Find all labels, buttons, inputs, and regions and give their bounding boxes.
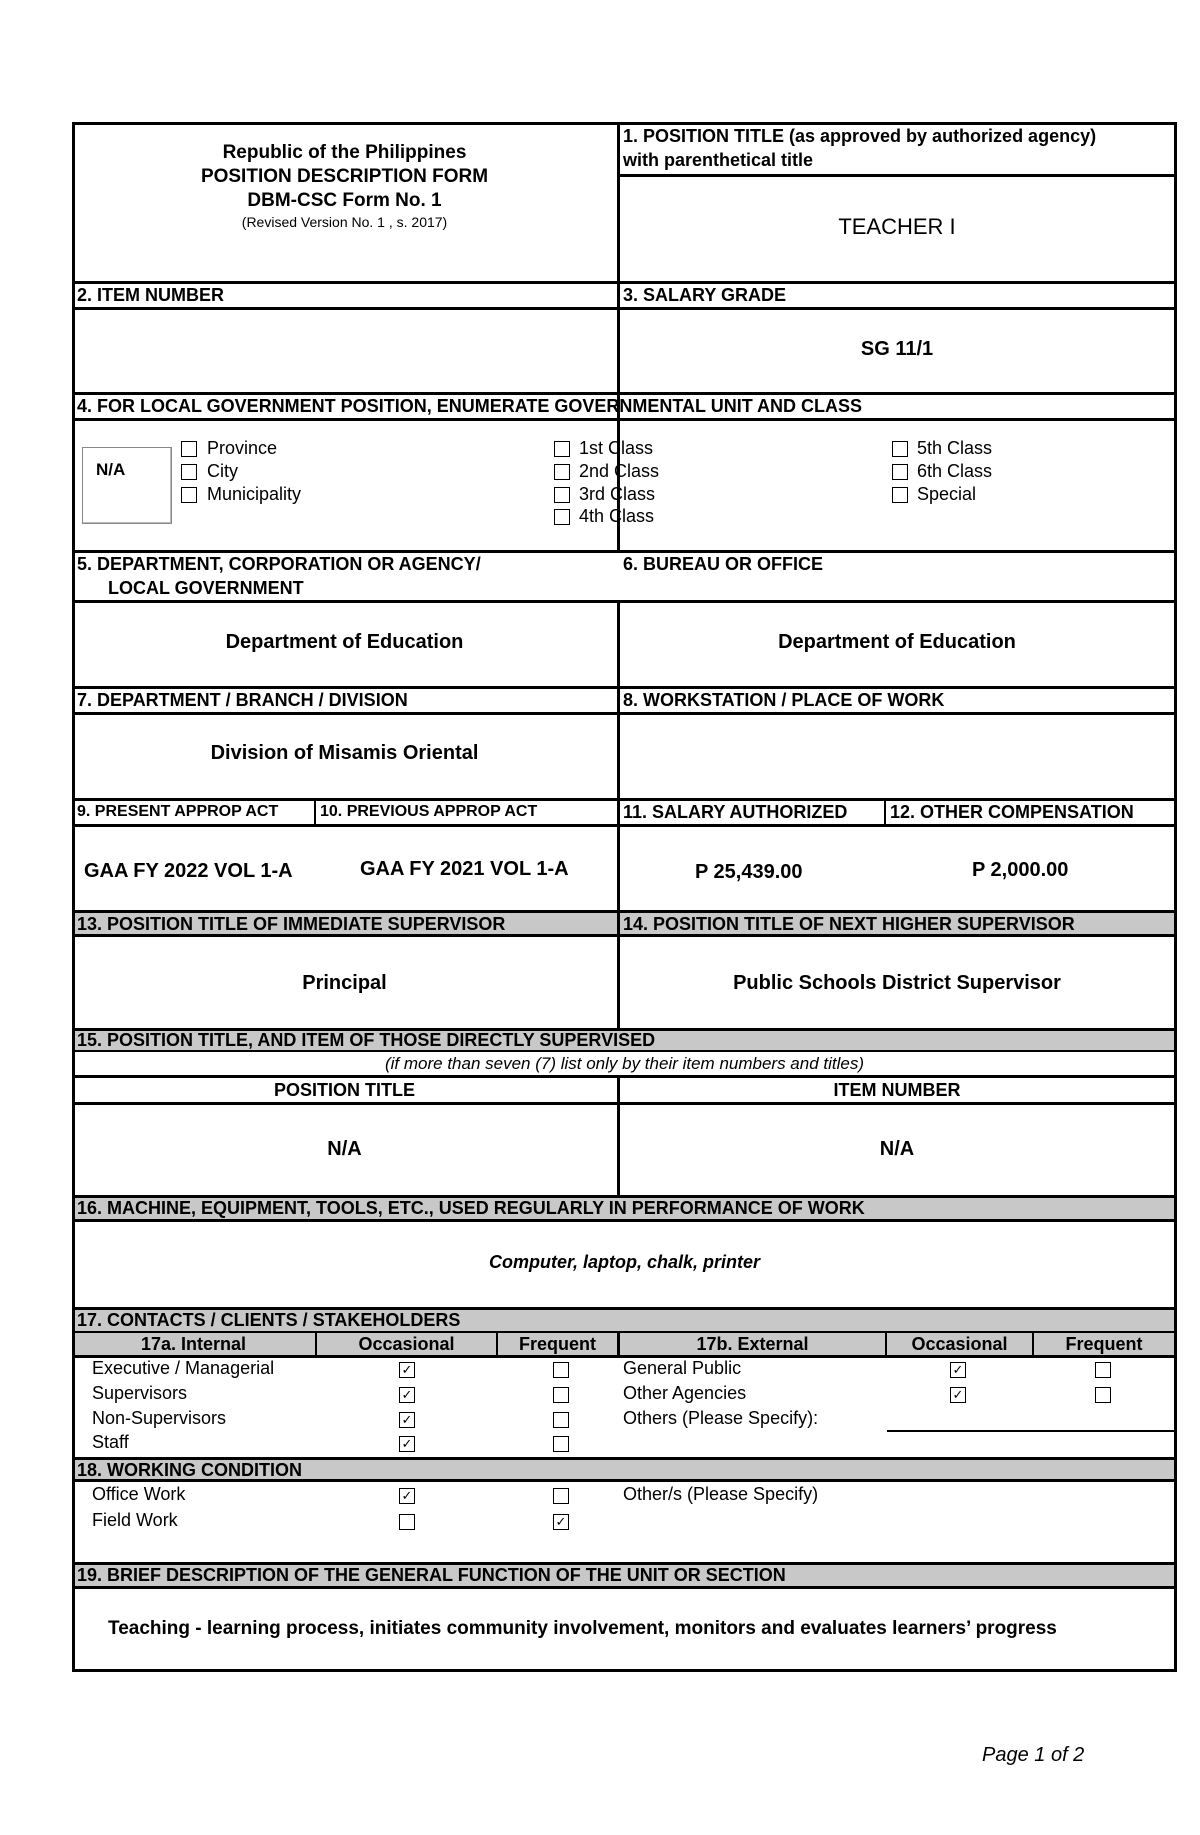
1st-class-label: 1st Class: [579, 438, 654, 458]
s15-note: (if more than seven (7) list only by their item numbers and titles): [384, 1054, 865, 1073]
working-condition-label: Field Work: [92, 1510, 178, 1530]
s3-label: 3. SALARY GRADE: [623, 285, 787, 305]
position-description-form: [72, 122, 1177, 1672]
external-occasional-checkbox[interactable]: ✓: [950, 1362, 966, 1378]
1st-class-checkbox[interactable]: [554, 441, 570, 457]
s14-label: 14. POSITION TITLE OF NEXT HIGHER SUPERVISOR: [623, 914, 1075, 934]
header-form-number: DBM-CSC Form No. 1: [247, 190, 442, 211]
external-occasional-checkbox[interactable]: ✓: [950, 1387, 966, 1403]
s1-label-line1: 1. POSITION TITLE (as approved by authorized agency): [623, 126, 1097, 146]
previous-approp-value: GAA FY 2021 VOL 1-A: [360, 858, 569, 880]
internal-row-label: Non-Supervisors: [92, 1408, 227, 1428]
4th-class-checkbox[interactable]: [554, 509, 570, 525]
s17b-frequent-header: Frequent: [1065, 1334, 1143, 1354]
city-label: City: [207, 461, 238, 481]
city-checkbox[interactable]: [181, 464, 197, 480]
external-row-label: General Public: [623, 1358, 742, 1378]
s17a-frequent-header: Frequent: [518, 1334, 596, 1354]
external-row-label: Other Agencies: [623, 1383, 747, 1403]
s19-label: 19. BRIEF DESCRIPTION OF THE GENERAL FUNCTION OF THE UNIT OR SECTION: [77, 1565, 786, 1585]
s8-label: 8. WORKSTATION / PLACE OF WORK: [623, 690, 945, 710]
2nd-class-checkbox[interactable]: [554, 464, 570, 480]
field-work-frequent-checkbox[interactable]: ✓: [553, 1514, 569, 1530]
external-row-label: Others (Please Specify):: [623, 1408, 819, 1428]
bureau-value: Department of Education: [778, 631, 1016, 653]
3rd-class-checkbox[interactable]: [554, 487, 570, 503]
division-value: Division of Misamis Oriental: [210, 742, 479, 764]
header-revision: (Revised Version No. 1 , s. 2017): [241, 214, 448, 230]
s17a-occasional-header: Occasional: [358, 1334, 455, 1354]
s15-col-title: POSITION TITLE: [273, 1080, 415, 1100]
internal-frequent-checkbox[interactable]: [553, 1362, 569, 1378]
other-conditions-label: Other/s (Please Specify): [623, 1484, 819, 1504]
internal-row-label: Executive / Managerial: [92, 1358, 275, 1378]
municipality-label: Municipality: [207, 484, 302, 504]
internal-frequent-checkbox[interactable]: [553, 1387, 569, 1403]
s12-label: 12. OTHER COMPENSATION: [890, 802, 1134, 822]
s17-label: 17. CONTACTS / CLIENTS / STAKEHOLDERS: [77, 1310, 461, 1330]
s11-label: 11. SALARY AUTHORIZED: [623, 802, 848, 822]
province-label: Province: [207, 438, 278, 458]
s15-col-item: ITEM NUMBER: [833, 1080, 961, 1100]
s16-label: 16. MACHINE, EQUIPMENT, TOOLS, ETC., USED REGULARLY IN PERFORMANCE OF WORK: [77, 1198, 865, 1218]
3rd-class-label: 3rd Class: [579, 484, 656, 504]
special-checkbox[interactable]: [892, 487, 908, 503]
6th-class-label: 6th Class: [917, 461, 993, 481]
5th-class-checkbox[interactable]: [892, 441, 908, 457]
municipality-checkbox[interactable]: [181, 487, 197, 503]
position-title-value: TEACHER I: [838, 214, 956, 239]
s7-label: 7. DEPARTMENT / BRANCH / DIVISION: [77, 690, 408, 710]
next-supervisor-value: Public Schools District Supervisor: [733, 972, 1061, 994]
internal-row-label: Staff: [92, 1432, 129, 1452]
internal-occasional-checkbox[interactable]: ✓: [399, 1412, 415, 1428]
border-left: [72, 122, 75, 1672]
border-bottom: [72, 1669, 1177, 1672]
border-right: [1174, 122, 1177, 1672]
internal-frequent-checkbox[interactable]: [553, 1436, 569, 1452]
s4-na-box: [82, 447, 172, 524]
agency-value: Department of Education: [225, 631, 464, 653]
s6-label: 6. BUREAU OR OFFICE: [623, 554, 824, 574]
external-frequent-checkbox[interactable]: [1095, 1362, 1111, 1378]
others-specify-line[interactable]: [887, 1430, 1174, 1432]
province-checkbox[interactable]: [181, 441, 197, 457]
header-republic: Republic of the Philippines: [222, 142, 467, 163]
working-condition-label: Office Work: [92, 1484, 186, 1504]
s4-na: N/A: [96, 460, 126, 479]
s15-label: 15. POSITION TITLE, AND ITEM OF THOSE DIRECTLY SUPERVISED: [77, 1030, 656, 1050]
special-label: Special: [917, 484, 977, 504]
internal-frequent-checkbox[interactable]: [553, 1412, 569, 1428]
equipment-value: Computer, laptop, chalk, printer: [488, 1252, 761, 1272]
other-compensation-value: P 2,000.00: [972, 859, 1069, 881]
field-work-occasional-checkbox[interactable]: [399, 1514, 415, 1530]
external-frequent-checkbox[interactable]: [1095, 1387, 1111, 1403]
s17a-header: 17a. Internal: [140, 1334, 247, 1354]
s5-label-line2: LOCAL GOVERNMENT: [108, 578, 304, 598]
page-number: Page 1 of 2: [982, 1744, 1085, 1766]
5th-class-label: 5th Class: [917, 438, 993, 458]
s18-label: 18. WORKING CONDITION: [77, 1460, 303, 1480]
s10-label: 10. PREVIOUS APPROP ACT: [320, 803, 538, 820]
6th-class-checkbox[interactable]: [892, 464, 908, 480]
s1-label-line2: with parenthetical title: [623, 150, 814, 170]
2nd-class-label: 2nd Class: [579, 461, 660, 481]
s9-label: 9. PRESENT APPROP ACT: [77, 803, 279, 820]
internal-occasional-checkbox[interactable]: ✓: [399, 1387, 415, 1403]
salary-authorized-value: P 25,439.00: [695, 861, 803, 883]
supervised-item-value: N/A: [879, 1138, 915, 1160]
immediate-supervisor-value: Principal: [302, 972, 387, 994]
internal-occasional-checkbox[interactable]: ✓: [399, 1362, 415, 1378]
internal-occasional-checkbox[interactable]: ✓: [399, 1436, 415, 1452]
s2-label: 2. ITEM NUMBER: [77, 285, 225, 305]
s13-label: 13. POSITION TITLE OF IMMEDIATE SUPERVISOR: [77, 914, 506, 934]
office-work-occasional-checkbox[interactable]: ✓: [399, 1488, 415, 1504]
office-work-frequent-checkbox[interactable]: [553, 1488, 569, 1504]
4th-class-label: 4th Class: [579, 506, 655, 526]
present-approp-value: GAA FY 2022 VOL 1-A: [84, 860, 293, 882]
internal-row-label: Supervisors: [92, 1383, 188, 1403]
border-top: [72, 122, 1177, 125]
function-description-value: Teaching - learning process, initiates community involvement, monitors and evaluates learners’ progress: [108, 1618, 1057, 1639]
s4-label: 4. FOR LOCAL GOVERNMENT POSITION, ENUMERATE GOVERNMENTAL UNIT AND CLASS: [77, 396, 863, 416]
header-form-title: POSITION DESCRIPTION FORM: [200, 166, 489, 187]
s17b-occasional-header: Occasional: [911, 1334, 1008, 1354]
s5-label-line1: 5. DEPARTMENT, CORPORATION OR AGENCY/: [77, 554, 481, 574]
supervised-title-value: N/A: [327, 1138, 362, 1160]
s17b-header: 17b. External: [696, 1334, 809, 1354]
salary-grade-value: SG 11/1: [860, 338, 934, 360]
